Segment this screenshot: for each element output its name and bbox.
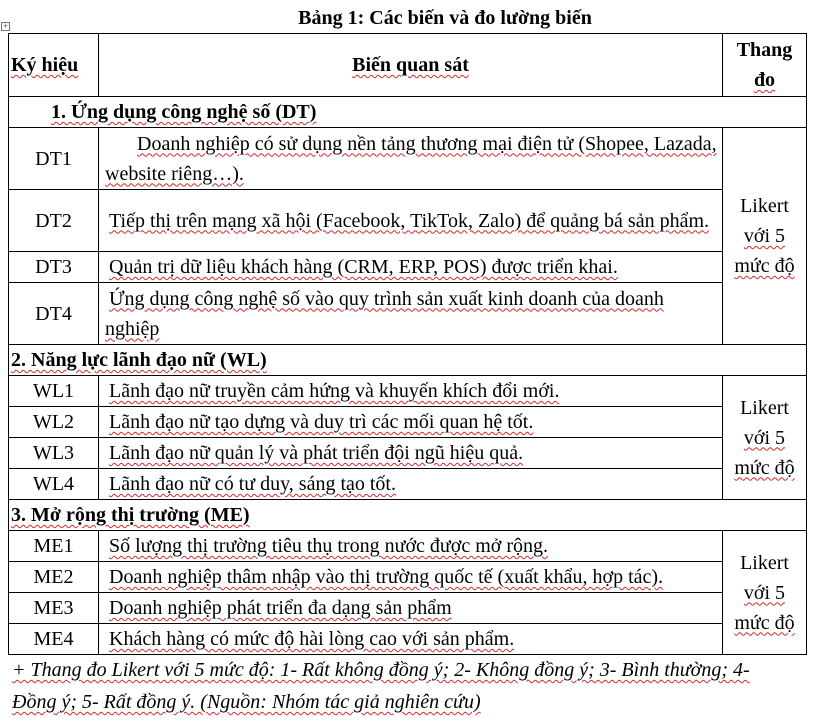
row-code: DT4 xyxy=(9,283,99,345)
table-row xyxy=(9,283,807,345)
table-move-handle-icon[interactable]: + xyxy=(2,22,9,30)
table-row xyxy=(9,252,807,283)
row-code: ME4 xyxy=(9,624,99,655)
group-header-row xyxy=(9,500,807,531)
table-row xyxy=(9,469,807,500)
row-text: Doanh nghiệp phát triển đa dạng sản phẩm xyxy=(99,593,723,624)
group-header-row xyxy=(9,97,807,128)
row-text: Tiếp thị trên mạng xã hội (Facebook, TikTok, Zalo) để quảng bá sản phẩm. xyxy=(99,190,723,252)
table-row xyxy=(9,128,807,190)
row-text: Lãnh đạo nữ có tư duy, sáng tạo tốt. xyxy=(99,469,723,500)
group-label: 3. Mở rộng thị trường (ME) xyxy=(9,500,807,531)
header-scale: Thang đo xyxy=(723,34,807,97)
row-code: ME1 xyxy=(9,531,99,562)
group-label: 1. Ứng dụng công nghệ số (DT) xyxy=(9,97,807,128)
row-code: DT2 xyxy=(9,190,99,252)
variables-table xyxy=(8,33,807,655)
group-header-row xyxy=(9,345,807,376)
table-row xyxy=(9,562,807,593)
row-text: Lãnh đạo nữ quản lý và phát triển đội ngũ hiệu quả. xyxy=(99,438,723,469)
row-code: DT1 xyxy=(9,128,99,190)
row-code: ME2 xyxy=(9,562,99,593)
row-text: Ứng dụng công nghệ số vào quy trình sản xuất kinh doanh của doanh nghiệp xyxy=(99,283,723,345)
row-text: Quản trị dữ liệu khách hàng (CRM, ERP, POS) được triển khai. xyxy=(99,252,723,283)
row-text: Số lượng thị trường tiêu thụ trong nước được mở rộng. xyxy=(99,531,723,562)
row-code: WL2 xyxy=(9,407,99,438)
row-code: WL4 xyxy=(9,469,99,500)
row-code: ME3 xyxy=(9,593,99,624)
footnote-line-2: Đồng ý; 5- Rất đồng ý. (Nguồn: Nhóm tác giả nghiên cứu) xyxy=(12,691,481,713)
row-text: Khách hàng có mức độ hài lòng cao với sản phẩm. xyxy=(99,624,723,655)
group-label: 2. Năng lực lãnh đạo nữ (WL) xyxy=(9,345,807,376)
table-row xyxy=(9,376,807,407)
row-text: Doanh nghiệp thâm nhập vào thị trường quốc tế (xuất khẩu, hợp tác). xyxy=(99,562,723,593)
scale-cell: Likert với 5 mức độ xyxy=(723,531,807,655)
scale-cell: Likert với 5 mức độ xyxy=(723,376,807,500)
row-text: Lãnh đạo nữ truyền cảm hứng và khuyến khích đổi mới. xyxy=(99,376,723,407)
header-variable: Biến quan sát xyxy=(99,34,723,97)
header-row xyxy=(9,34,807,97)
table-row xyxy=(9,190,807,252)
table-row xyxy=(9,531,807,562)
table-row xyxy=(9,407,807,438)
table-row xyxy=(9,438,807,469)
row-code: DT3 xyxy=(9,252,99,283)
table-caption: Bảng 1: Các biến và đo lường biến xyxy=(298,7,592,29)
row-code: WL3 xyxy=(9,438,99,469)
table-footnote xyxy=(12,654,802,718)
scale-cell: Likert với 5 mức độ xyxy=(723,128,807,345)
header-code: Ký hiệu xyxy=(9,34,99,97)
table-row xyxy=(9,624,807,655)
table-row xyxy=(9,593,807,624)
row-code: WL1 xyxy=(9,376,99,407)
row-text: Lãnh đạo nữ tạo dựng và duy trì các mối quan hệ tốt. xyxy=(99,407,723,438)
footnote-line-1: + Thang đo Likert với 5 mức độ: 1- Rất không đồng ý; 2- Không đồng ý; 3- Bình thường; 4- xyxy=(12,659,750,681)
row-text: Doanh nghiệp có sử dụng nền tảng thương mại điện tử (Shopee, Lazada, website riêng…). xyxy=(99,128,723,190)
